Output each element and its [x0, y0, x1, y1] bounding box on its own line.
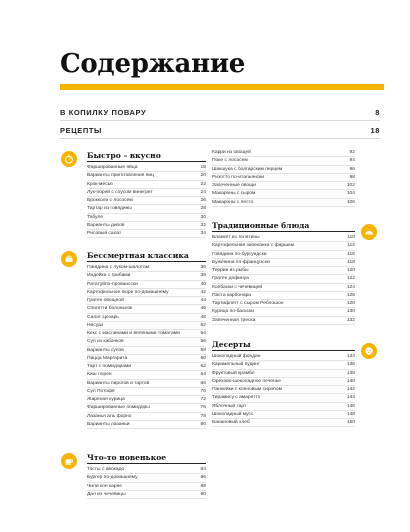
section-header — [63, 150, 206, 164]
entry-list — [87, 466, 206, 499]
toc-row-label: В КОПИЛКУ ПОВАРУ — [60, 108, 147, 117]
entry-list — [212, 353, 355, 427]
section-header — [63, 452, 206, 466]
toc-entry-title: Говядина по-бургундски — [212, 251, 267, 257]
toc-entry-title: Крок-месье — [87, 181, 113, 187]
toc-entry[interactable] — [87, 474, 206, 482]
section-header — [212, 339, 355, 353]
toc-entry-page: 42 — [200, 289, 206, 295]
toc-entry-page: 26 — [200, 198, 206, 203]
toc-entry-page: 64 — [200, 372, 206, 378]
toc-entry-title: Орехово-шоколадное печенье — [212, 378, 281, 384]
section-rule — [87, 261, 206, 262]
toc-entry-page: 92 — [349, 150, 355, 155]
toc-entry[interactable] — [212, 403, 355, 411]
toc-entry-page: 144 — [346, 395, 355, 401]
section-rule — [212, 350, 355, 351]
toc-entry-page: 30 — [200, 214, 206, 220]
toc-entry[interactable] — [212, 394, 355, 402]
toc-entry-title: Фаршированные яйца — [87, 165, 138, 170]
toc-entry-page: 84 — [200, 467, 206, 472]
toc-entry-page: 140 — [346, 378, 355, 384]
toc-entry-title: Запеченная треска — [212, 317, 256, 323]
toc-entry[interactable] — [87, 281, 206, 289]
toc-entry[interactable] — [212, 353, 355, 361]
toc-entry[interactable] — [212, 234, 355, 242]
toc-entry[interactable] — [87, 297, 206, 305]
toc-entry-page: 54 — [200, 331, 206, 336]
toc-entry-page: 24 — [200, 189, 206, 195]
toc-entry-page: 56 — [200, 339, 206, 345]
toc-entry-page: 94 — [349, 158, 355, 164]
toc-entry[interactable] — [87, 272, 206, 280]
toc-entry-title: Суп Потофё — [87, 388, 115, 394]
toc-entry-page: 34 — [200, 231, 206, 236]
toc-row-label: РЕЦЕПТЫ — [60, 126, 103, 135]
toc-entry-title: Варианты лазаньи — [87, 421, 130, 427]
toc-entry[interactable] — [212, 292, 355, 300]
toc-entry-title: Тосты с авокадо — [87, 467, 125, 472]
toc-entry-page: 28 — [200, 206, 206, 212]
toc-entry-title: Варианты пирогов и тартов — [87, 380, 150, 386]
section-new — [63, 452, 206, 499]
section-traditional — [212, 220, 355, 325]
toc-row-tips[interactable] — [60, 108, 380, 120]
toc-entry-page: 36 — [200, 265, 206, 270]
toc-entry[interactable] — [87, 322, 206, 330]
toc-entry-page: 70 — [200, 388, 206, 394]
toc-entry[interactable] — [87, 214, 206, 222]
toc-entry-title: Тартар из говядины — [87, 206, 132, 212]
toc-entry[interactable] — [87, 330, 206, 338]
toc-entry-title: Картофельная запеканка с фаршем — [212, 243, 295, 249]
toc-entry[interactable] — [87, 413, 206, 421]
toc-entry-page: 60 — [200, 355, 206, 361]
toc-entry-title: Террин из рыбы — [212, 268, 249, 273]
section-header — [63, 250, 206, 264]
toc-entry-page: 22 — [200, 181, 206, 187]
cup-icon — [61, 453, 77, 469]
toc-entry-title: Киш лорен — [87, 372, 112, 378]
entry-list — [212, 149, 355, 207]
toc-entry-page: 106 — [346, 199, 355, 205]
toc-row-page: 8 — [375, 108, 380, 117]
toc-entry-page: 118 — [347, 259, 355, 265]
toc-entry-page: 96 — [349, 166, 355, 172]
stopwatch-icon — [61, 151, 77, 167]
toc-entry[interactable] — [87, 230, 206, 238]
toc-entry-title: Запеченные овощи — [212, 183, 256, 188]
toc-entry[interactable] — [87, 289, 206, 297]
casserole-icon — [361, 224, 377, 240]
toc-entry-page: 66 — [200, 380, 206, 386]
toc-entry[interactable] — [87, 181, 206, 189]
toc-entry[interactable] — [212, 149, 355, 157]
toc-entry-title: Шоколадный фондан — [212, 354, 261, 359]
toc-entry-title: Лук-порей с соусом винегрет — [87, 189, 153, 195]
toc-entry-page: 138 — [346, 370, 355, 376]
toc-entry[interactable] — [212, 411, 355, 419]
toc-entry-page: 44 — [200, 298, 206, 303]
pot-icon — [61, 251, 77, 267]
toc-entry-title: Рататуйпо-провансски — [87, 281, 138, 287]
toc-entry-page: 148 — [346, 411, 355, 417]
toc-entry[interactable] — [87, 380, 206, 388]
toc-row-page: 18 — [370, 126, 380, 135]
toc-entry-page: 120 — [346, 268, 355, 273]
section-rule — [87, 463, 206, 464]
toc-entry-page: 134 — [346, 354, 355, 359]
toc-entry-title: Кекс с маслинами и вялеными томатами — [87, 331, 180, 336]
entry-list — [212, 234, 355, 325]
toc-entry-title: Дал из чечевицы — [87, 491, 126, 497]
toc-row-recipes[interactable] — [60, 126, 380, 138]
toc-entry[interactable] — [87, 338, 206, 346]
toc-entry-page: 32 — [200, 222, 206, 228]
toc-entry[interactable] — [212, 378, 355, 386]
toc-entry[interactable] — [212, 251, 355, 259]
toc-entry-page: 124 — [346, 284, 355, 290]
toc-entry-title: Курица по-баскски — [212, 309, 254, 315]
toc-entry-page: 58 — [200, 347, 206, 353]
toc-entry-page: 98 — [349, 174, 355, 180]
toc-entry-page: 80 — [200, 421, 206, 427]
toc-entry[interactable] — [212, 157, 355, 165]
toc-entry[interactable] — [212, 361, 355, 369]
toc-entry[interactable] — [87, 197, 206, 205]
toc-entry-page: 46 — [200, 306, 206, 312]
toc-entry-title: Шоколадный мусс — [212, 411, 254, 417]
toc-entry-title: Яблочный тарт — [212, 403, 247, 409]
toc-entry-page: 112 — [347, 243, 355, 249]
toc-entry-page: 88 — [200, 483, 206, 489]
toc-entry-title: Гратен овощной — [87, 298, 124, 303]
toc-entry-title: Фаршированные помидоры — [87, 405, 150, 411]
toc-entry-title: Рисовый салат — [87, 231, 122, 236]
toc-entry[interactable] — [87, 314, 206, 322]
divider — [60, 120, 380, 121]
toc-entry[interactable] — [87, 264, 206, 272]
toc-entry[interactable] — [212, 300, 355, 308]
toc-entry-title: Нисуаз — [87, 322, 104, 328]
toc-entry-page: 142 — [346, 387, 355, 392]
toc-entry-title: Макароны с сыром — [212, 191, 256, 197]
toc-entry[interactable] — [212, 242, 355, 250]
toc-entry-page: 38 — [200, 273, 206, 279]
section-quick — [63, 150, 206, 238]
toc-entry-title: Брокколи с лососем — [87, 198, 133, 203]
toc-entry-title: Говядина с луком-шалотом — [87, 265, 150, 270]
toc-entry[interactable] — [212, 259, 355, 267]
toc-entry[interactable] — [87, 347, 206, 355]
toc-entry[interactable] — [212, 370, 355, 378]
toc-entry-title: Картофельное пюре по-домашнему — [87, 289, 169, 295]
section-header — [212, 220, 355, 234]
toc-entry[interactable] — [87, 371, 206, 379]
toc-entry-page: 150 — [346, 420, 355, 425]
toc-entry-page: 18 — [200, 165, 206, 170]
toc-entry-title: Салат Цезарь — [87, 314, 119, 320]
toc-entry[interactable] — [87, 421, 206, 429]
toc-entry[interactable] — [212, 284, 355, 292]
toc-entry[interactable] — [212, 386, 355, 394]
section-title: Быстро – вкусно — [87, 151, 161, 160]
toc-entry[interactable] — [87, 363, 206, 371]
toc-entry[interactable] — [212, 190, 355, 198]
toc-entry-page: 20 — [200, 173, 206, 179]
toc-entry[interactable] — [87, 222, 206, 230]
toc-entry-title: Карри из овощей — [212, 150, 251, 155]
toc-entry-title: Варианты приготовления яиц — [87, 173, 154, 179]
toc-entry-title: Бланкет из телятины — [212, 235, 260, 240]
section-classic — [63, 250, 206, 429]
toc-entry-title: Чили кон карне — [87, 483, 123, 489]
section-title: Что-то новенькое — [87, 453, 167, 462]
toc-entry-page: 146 — [346, 403, 355, 409]
toc-entry-page: 126 — [346, 292, 355, 298]
toc-entry-page: 128 — [346, 301, 355, 306]
toc-entry-title: Жареная курица — [87, 397, 125, 402]
toc-entry-title: Варианты супов — [87, 347, 124, 353]
toc-entry-page: 86 — [200, 475, 206, 481]
toc-entry-title: Индейка с грибами — [87, 273, 131, 279]
toc-entry-title: Поке с лососем — [212, 158, 248, 164]
toc-entry-page: 40 — [200, 281, 206, 287]
toc-entry[interactable] — [212, 174, 355, 182]
toc-entry-title: Спагетти болоньезе — [87, 306, 133, 312]
section-title: Бессмертная классика — [87, 251, 189, 260]
toc-entry[interactable] — [87, 172, 206, 180]
toc-entry-page: 48 — [200, 314, 206, 320]
toc-entry[interactable] — [87, 164, 206, 172]
toc-entry-title: Шакшука с болгарским перцем — [212, 166, 283, 172]
toc-entry-page: 90 — [200, 491, 206, 497]
toc-entry-page: 76 — [200, 405, 206, 411]
toc-entry[interactable] — [212, 182, 355, 190]
toc-entry-title: Табуле — [87, 214, 104, 220]
toc-entry-title: Паста карбонара — [212, 292, 252, 298]
toc-entry-title: Варианты дипов — [87, 222, 125, 228]
section-desserts — [212, 339, 355, 427]
toc-entry[interactable] — [212, 267, 355, 275]
toc-entry-title: Макароны с песто — [212, 199, 254, 205]
toc-entry[interactable] — [87, 355, 206, 363]
toc-entry-title: Бургер по-домашнему — [87, 475, 138, 481]
section-rule — [212, 231, 355, 232]
toc-entry-title: Тирамису с амаретто — [212, 395, 261, 401]
toc-entry[interactable] — [87, 404, 206, 412]
toc-entry[interactable] — [212, 317, 355, 325]
divider — [60, 138, 380, 139]
entry-list — [87, 164, 206, 238]
toc-entry[interactable] — [87, 491, 206, 499]
toc-entry-page: 122 — [346, 276, 355, 282]
toc-entry-title: Фруктовый крамбл — [212, 370, 255, 376]
toc-entry[interactable] — [212, 308, 355, 316]
toc-entry-page: 102 — [346, 183, 355, 188]
toc-entry[interactable] — [212, 166, 355, 174]
toc-entry-title: Суп из кабачков — [87, 339, 124, 345]
page-title: Содержание — [60, 49, 246, 79]
toc-entry-title: Гратен дофинуа — [212, 276, 249, 282]
toc-entry-page: 52 — [200, 322, 206, 328]
section-title: Десерты — [212, 340, 251, 349]
toc-entry-title: Буженина по-французски — [212, 259, 270, 265]
toc-entry[interactable] — [212, 419, 355, 427]
toc-entry-title: Тарт с помидорами — [87, 364, 132, 369]
toc-entry-page: 62 — [200, 364, 206, 369]
toc-entry-title: Колбаски с чечевицей — [212, 284, 263, 290]
toc-entry[interactable] — [87, 396, 206, 404]
cookie-icon — [361, 343, 377, 359]
toc-entry-page: 104 — [346, 191, 355, 197]
toc-entry-title: Панкейки с кленовым сиропом — [212, 387, 282, 392]
toc-entry-title: Ризотто по-итальянски — [212, 174, 264, 180]
toc-entry-page: 136 — [346, 362, 355, 368]
toc-entry-title: Тартифлетт с сыром Реблошон — [212, 301, 284, 306]
toc-entry[interactable] — [87, 189, 206, 197]
toc-entry-page: 72 — [200, 397, 206, 402]
toc-entry-page: 110 — [347, 235, 355, 240]
toc-entry-title: Пицца Маргарита — [87, 355, 128, 361]
section-rule — [87, 161, 206, 162]
toc-entry[interactable] — [87, 205, 206, 213]
toc-entry[interactable] — [212, 275, 355, 283]
toc-entry[interactable] — [87, 305, 206, 313]
title-underline — [60, 84, 384, 90]
toc-entry[interactable] — [87, 466, 206, 474]
toc-entry-page: 132 — [346, 317, 355, 323]
toc-entry-title: Карамельный пудинг — [212, 362, 260, 368]
section-new-continued — [212, 149, 355, 207]
toc-entry[interactable] — [212, 199, 355, 207]
section-title: Традиционные блюда — [212, 221, 310, 230]
entry-list — [87, 264, 206, 429]
toc-entry-page: 116 — [347, 251, 355, 257]
toc-entry[interactable] — [87, 388, 206, 396]
toc-entry[interactable] — [87, 483, 206, 491]
toc-entry-title: Банановый хлеб — [212, 420, 250, 425]
toc-entry-page: 130 — [346, 309, 355, 315]
toc-entry-page: 78 — [200, 413, 206, 419]
toc-entry-title: Лазанья аль форно — [87, 413, 132, 419]
